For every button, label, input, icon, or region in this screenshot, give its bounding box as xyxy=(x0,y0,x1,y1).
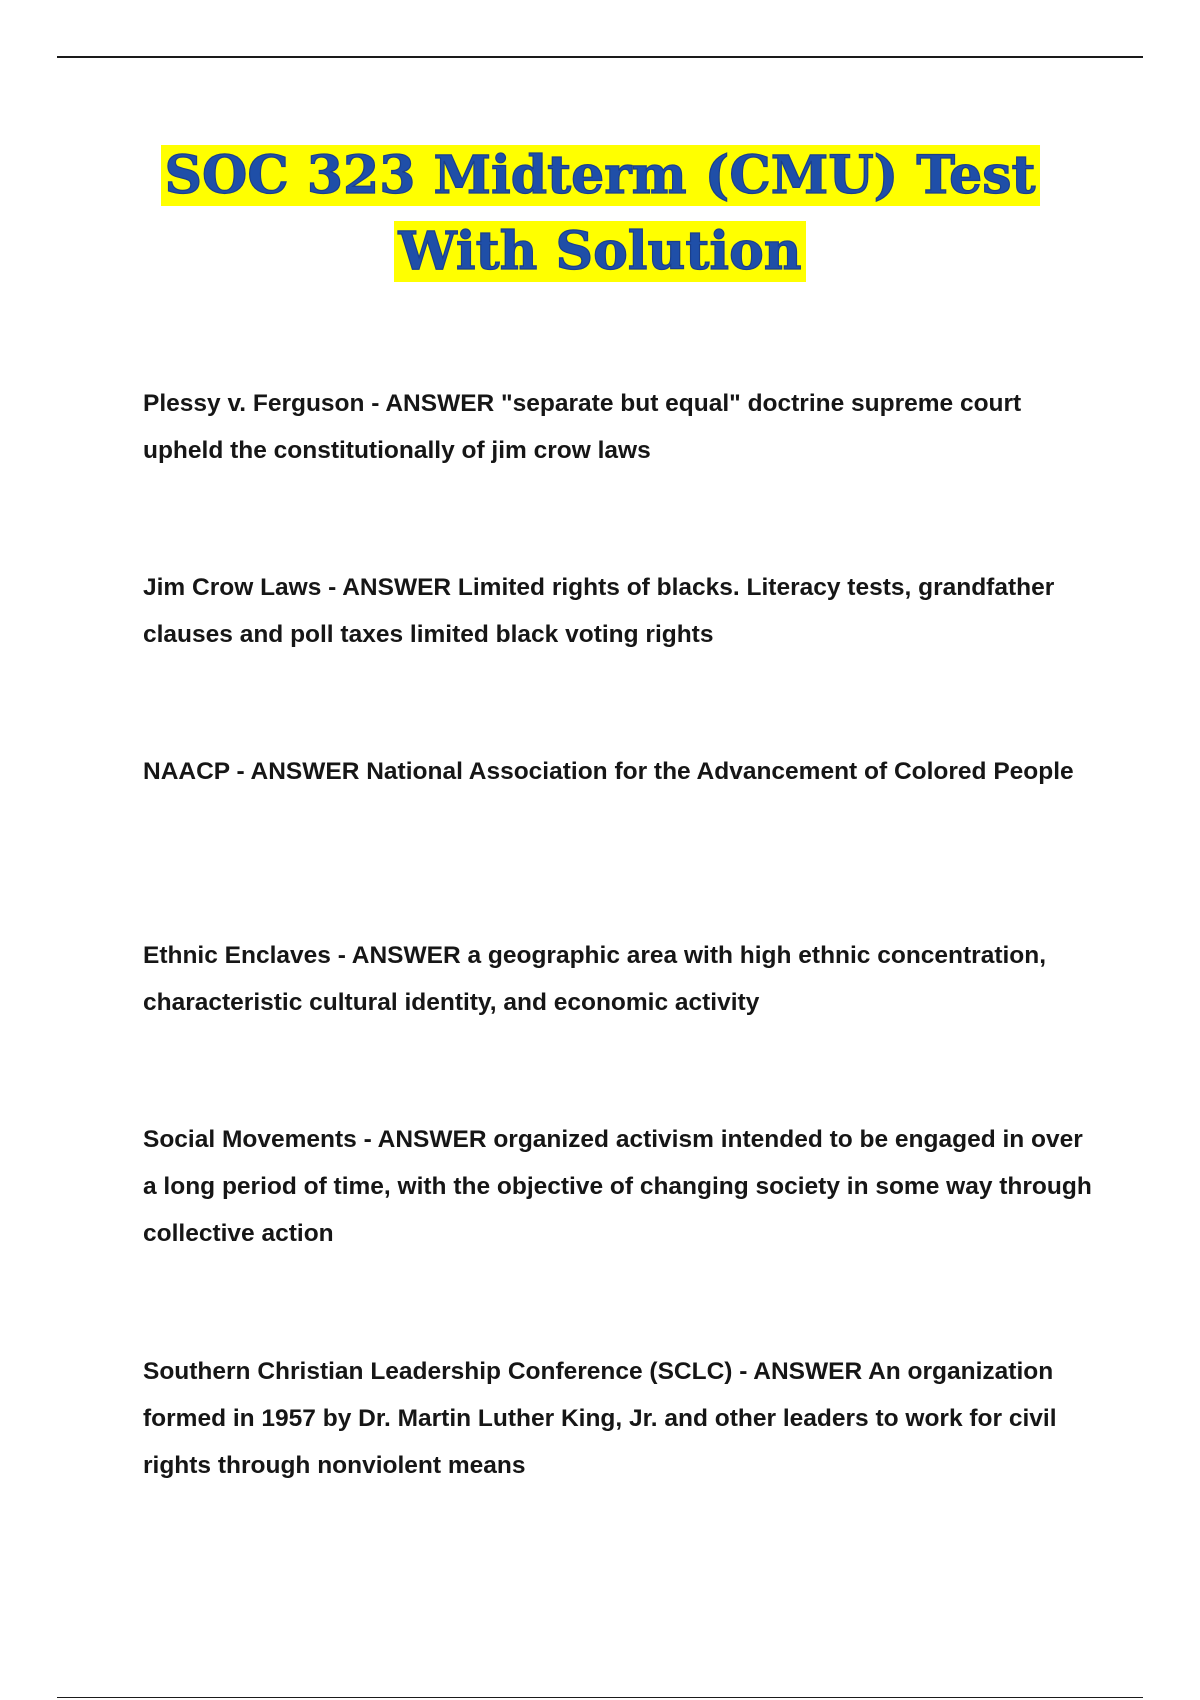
qa-entry-plessy: Plessy v. Ferguson - ANSWER "separate but equal" doctrine supreme court upheld the constitutionally of jim crow laws xyxy=(143,390,1022,464)
qa-entry-ethnic-enclaves: Ethnic Enclaves - ANSWER a geographic area with high ethnic concentration, characteristic cultural identity, and economic activity xyxy=(143,942,1047,1016)
qa-entry-social-movements: Social Movements - ANSWER organized activism intended to be engaged in over a long period of time, with the objective of changing society in some way through collective action xyxy=(143,1126,1092,1247)
title-line-2: With Solution xyxy=(394,221,805,282)
bottom-divider xyxy=(57,1697,1143,1698)
qa-entry-naacp: NAACP - ANSWER National Association for the Advancement of Colored People xyxy=(143,758,1074,785)
document-title xyxy=(0,138,1200,290)
title-line-1: SOC 323 Midterm (CMU) Test xyxy=(161,145,1040,206)
top-divider xyxy=(57,56,1143,58)
qa-entry-jim-crow: Jim Crow Laws - ANSWER Limited rights of blacks. Literacy tests, grandfather clauses and poll taxes limited black voting rights xyxy=(143,574,1055,648)
qa-entry-sclc: Southern Christian Leadership Conference (SCLC) - ANSWER An organization formed in 1957 by Dr. Martin Luther King, Jr. and other leaders to work for civil rights through nonviolent means xyxy=(143,1358,1057,1479)
